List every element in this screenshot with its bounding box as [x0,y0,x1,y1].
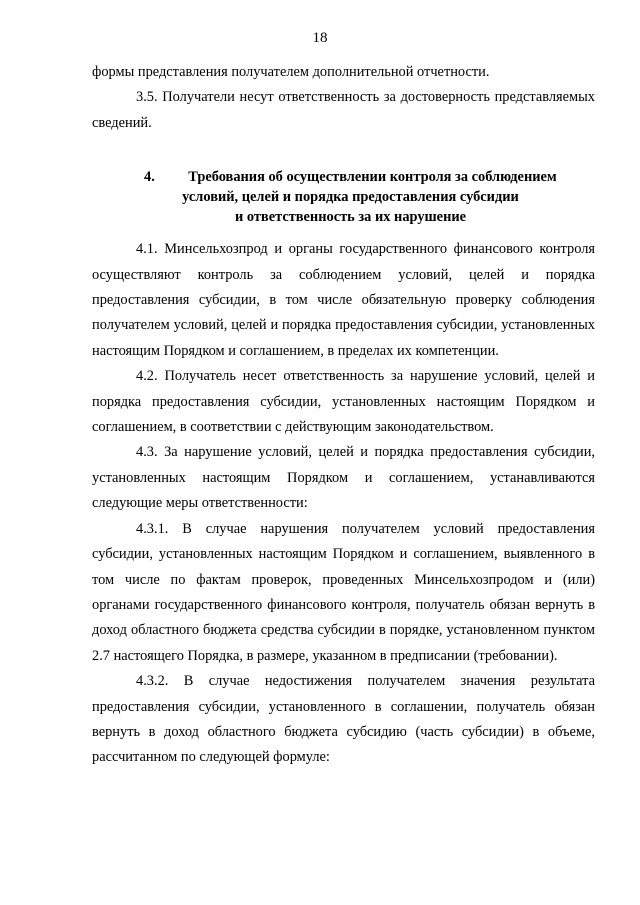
paragraph-4-3-2: 4.3.2. В случае недостижения получателем значения результата предоставления субсидии, установленного в соглашении, получатель обязан вернуть в доход областного бюджета субсидию (часть субсидии) в объеме, рассчитанном по следующей формуле: [92,673,595,766]
section-title-line-3: и ответственность за их нарушение [234,209,467,226]
section-title-line-2: условий, целей и порядка предоставления субсидии [182,189,519,206]
document-body [92,60,595,771]
page-number: 18 [312,30,328,46]
paragraph-3-5: 3.5. Получатели несут ответственность за достоверность представляемых сведений. [92,89,595,131]
paragraph-4-2: 4.2. Получатель несет ответственность за нарушение условий, целей и порядка предоставления субсидии, установленных настоящим Порядком и соглашением, в соответствии с действующим законодательством. [92,368,595,436]
section-number: 4. [144,169,155,186]
section-title-line-1: Требования об осуществлении контроля за соблюдением [188,169,557,186]
paragraph-4-1: 4.1. Минсельхозпрод и органы государственного финансового контроля осуществляют контроль за соблюдением условий, целей и порядка предоставления субсидии, в том числе обязательную проверку соблюдения получателем условий, целей и порядка предоставления субсидии, установленных настоящим Порядком и соглашением, в пределах их компетенции. [92,241,595,359]
paragraph-continuation: формы представления получателем дополнительной отчетности. [92,64,490,80]
section-heading [92,167,595,227]
paragraph-4-3: 4.3. За нарушение условий, целей и порядка предоставления субсидии, установленных настоящим Порядком и соглашением, устанавливаются следующие меры ответственности: [92,444,595,512]
paragraph-4-3-1: 4.3.1. В случае нарушения получателем условий предоставления субсидии, установленных настоящим Порядком и соглашением, выявленного в том числе по фактам проверок, проведенных Минсельхозпродом и (или) органами государственного финансового контроля, получатель обязан вернуть в доход областного бюджета средства субсидии в порядке, установленном пунктом 2.7 настоящего Порядка, в размере, указанном в предписании (требовании). [92,520,595,664]
